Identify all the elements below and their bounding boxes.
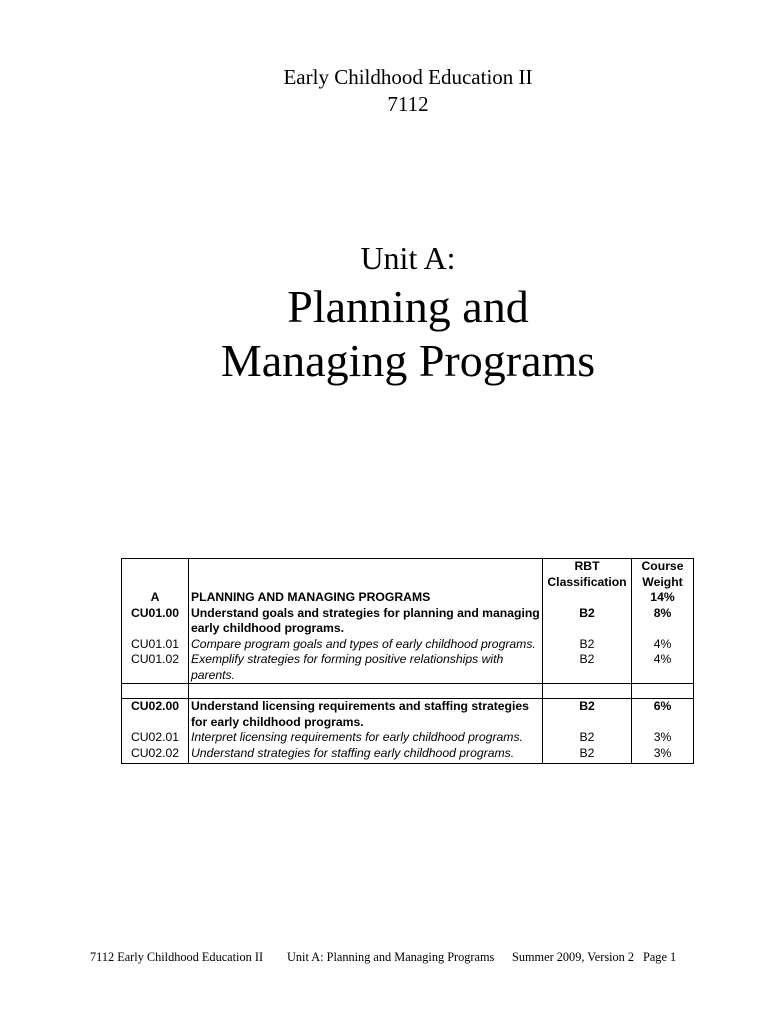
unit-code: A [122,590,189,606]
row-weight: 8% [632,606,694,637]
row-rbt: B2 [543,699,632,731]
table-row [122,606,694,637]
header-weight-line2: Weight [642,574,683,589]
unit-label: Unit A: [360,240,456,276]
footer-unit: Unit A: Planning and Managing Programs [287,950,495,964]
header-desc-cell [189,559,543,591]
unit-title [0,238,770,388]
separator-cell [189,684,543,699]
row-weight: 4% [632,652,694,684]
row-desc: Compare program goals and types of early childhood programs. [189,637,543,653]
separator-cell [122,684,189,699]
row-weight: 6% [632,699,694,731]
row-code: CU01.01 [122,637,189,653]
row-desc: Understand licensing requirements and staffing strategies for early childhood programs. [189,699,543,731]
unit-weight: 14% [632,590,694,606]
row-code: CU02.00 [122,699,189,731]
header-code-cell [122,559,189,591]
table-row [122,699,694,731]
table-row [122,652,694,684]
unit-name-line1: Planning and [287,281,529,332]
row-code: CU02.02 [122,746,189,764]
row-rbt: B2 [543,652,632,684]
row-desc: Interpret licensing requirements for early childhood programs. [189,730,543,746]
standards-table [121,558,694,764]
unit-rbt [543,590,632,606]
table-row [122,637,694,653]
row-rbt: B2 [543,637,632,653]
footer-version: Summer 2009, Version 2 [512,950,635,964]
table-row [122,746,694,764]
row-desc: Understand strategies for staffing early childhood programs. [189,746,543,764]
unit-row [122,590,694,606]
table-header-row [122,559,694,591]
unit-name-line2: Managing Programs [220,335,596,386]
unit-desc: PLANNING AND MANAGING PROGRAMS [189,590,543,606]
footer-page: Page 1 [643,950,677,964]
separator-row [122,684,694,699]
separator-cell [543,684,632,699]
footer-course: 7112 Early Childhood Education II [90,950,264,964]
row-weight: 3% [632,746,694,764]
row-desc: Understand goals and strategies for planning and managing early childhood programs. [189,606,543,637]
row-weight: 4% [632,637,694,653]
row-weight: 3% [632,730,694,746]
header-rbt-line2: Classification [547,574,627,589]
course-header [0,64,770,118]
table-row [122,730,694,746]
row-desc: Exemplify strategies for forming positive relationships with parents. [189,652,543,684]
header-weight-line1: Course [641,559,684,573]
separator-cell [632,684,694,699]
course-number: 7112 [387,92,429,116]
row-code: CU02.01 [122,730,189,746]
row-rbt: B2 [543,746,632,764]
row-rbt: B2 [543,606,632,637]
header-weight [632,559,694,591]
header-rbt-line1: RBT [574,559,600,573]
header-rbt [543,559,632,591]
course-title: Early Childhood Education II [283,65,533,89]
row-code: CU01.00 [122,606,189,637]
row-rbt: B2 [543,730,632,746]
unit-name [0,280,770,388]
row-code: CU01.02 [122,652,189,684]
